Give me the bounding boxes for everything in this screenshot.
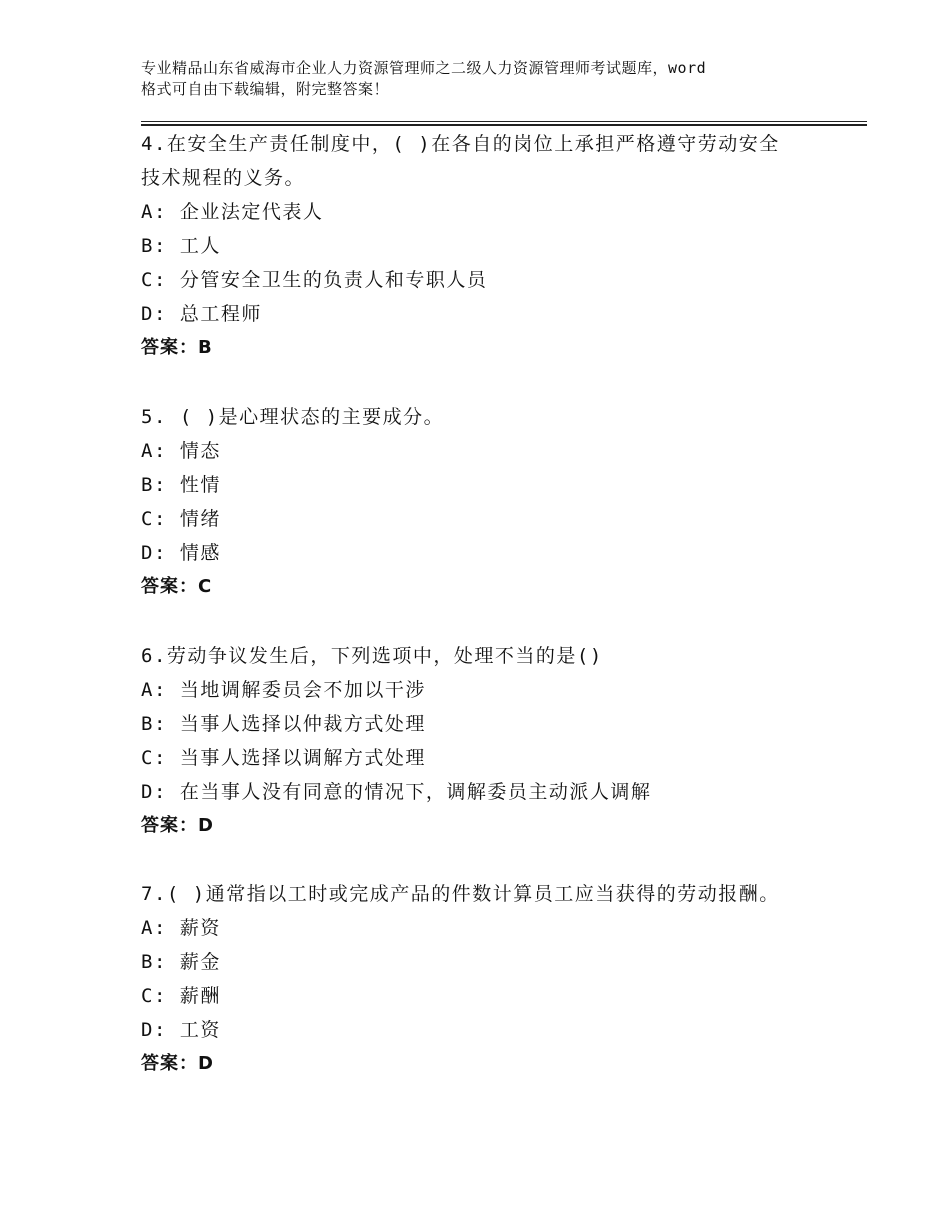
option-d: D: 总工程师 xyxy=(141,303,262,325)
option-d: D: 工资 xyxy=(141,1019,221,1041)
question-stem-line: 6.劳动争议发生后，下列选项中，处理不当的是() xyxy=(141,645,603,667)
answer-label: 答案：D xyxy=(141,815,214,836)
answer-label: 答案：C xyxy=(141,576,213,597)
answer-label: 答案：D xyxy=(141,1053,214,1074)
question-stem-line: 7.( )通常指以工时或完成产品的件数计算员工应当获得的劳动报酬。 xyxy=(141,883,780,905)
option-d: D: 在当事人没有同意的情况下，调解委员主动派人调解 xyxy=(141,781,652,803)
question-block-5 xyxy=(141,400,831,604)
question-block-4 xyxy=(141,127,831,365)
option-b: B: 薪金 xyxy=(141,951,221,973)
option-c: C: 薪酬 xyxy=(141,985,221,1007)
option-c: C: 当事人选择以调解方式处理 xyxy=(141,747,426,769)
option-d: D: 情感 xyxy=(141,542,221,564)
question-block-7 xyxy=(141,877,831,1081)
question-stem-line: 4.在安全生产责任制度中，( )在各自的岗位上承担严格遵守劳动安全 xyxy=(141,133,780,155)
question-stem-line: 5. ( )是心理状态的主要成分。 xyxy=(141,406,445,428)
question-block-6 xyxy=(141,639,831,843)
question-stem-line: 技术规程的义务。 xyxy=(141,167,306,189)
header-divider-thick xyxy=(141,124,867,126)
option-b: B: 当事人选择以仲裁方式处理 xyxy=(141,713,426,735)
header-line-1: 专业精品山东省威海市企业人力资源管理师之二级人力资源管理师考试题库，word xyxy=(141,59,707,77)
option-a: A: 企业法定代表人 xyxy=(141,201,324,223)
option-a: A: 薪资 xyxy=(141,917,221,939)
option-b: B: 性情 xyxy=(141,474,221,496)
option-a: A: 情态 xyxy=(141,440,221,462)
option-a: A: 当地调解委员会不加以干涉 xyxy=(141,679,426,701)
option-c: C: 分管安全卫生的负责人和专职人员 xyxy=(141,269,488,291)
header-line-2: 格式可自由下载编辑，附完整答案！ xyxy=(141,80,390,98)
header-divider-thin xyxy=(141,121,867,122)
option-c: C: 情绪 xyxy=(141,508,221,530)
option-b: B: 工人 xyxy=(141,235,221,257)
answer-label: 答案：B xyxy=(141,337,213,358)
document-header xyxy=(141,58,841,100)
